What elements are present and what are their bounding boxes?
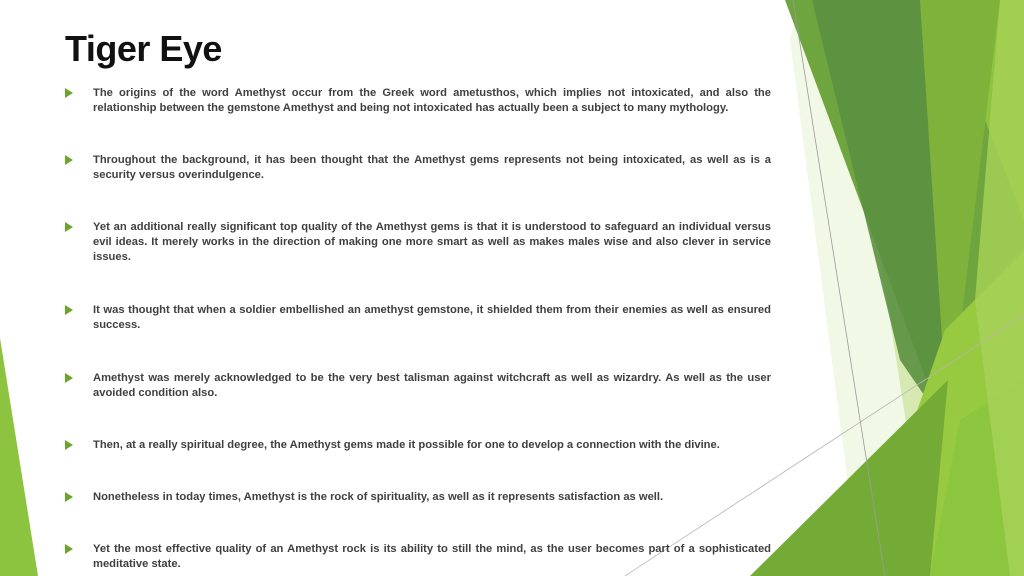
bullet-text: Nonetheless in today times, Amethyst is the rock of spirituality, as well as it represents satisfaction as well. bbox=[93, 491, 664, 503]
bullet-text: Amethyst was merely acknowledged to be the very best talisman against witchcraft as well as wizardry. As well as the user avoided condition also. bbox=[93, 372, 771, 400]
left-green-sliver bbox=[0, 338, 38, 576]
bullet-text: Then, at a really spiritual degree, the Amethyst gems made it possible for one to develop a connection with the divine. bbox=[93, 439, 720, 451]
bullet-arrow-icon bbox=[65, 373, 73, 383]
bullet-arrow-icon bbox=[65, 88, 73, 98]
bullet-text: It was thought that when a soldier embellished an amethyst gemstone, it shielded them from their enemies as well as ensured success. bbox=[93, 304, 771, 332]
bullet-item bbox=[65, 153, 771, 183]
bullet-arrow-icon bbox=[65, 222, 73, 232]
bullet-arrow-icon bbox=[65, 155, 73, 165]
bullet-item bbox=[65, 220, 771, 266]
bullet-arrow-icon bbox=[65, 492, 73, 502]
bullet-text: The origins of the word Amethyst occur from the Greek word ametusthos, which implies not intoxicated, and also the relationship between the gemstone Amethyst and being not intoxicated has actually been a subject to many mythology. bbox=[93, 87, 771, 115]
bullet-arrow-icon bbox=[65, 440, 73, 450]
slide-title: Tiger Eye bbox=[65, 28, 222, 69]
bullet-text: Yet the most effective quality of an Amethyst rock is its ability to still the mind, as the user becomes part of a sophisticated meditative state. bbox=[93, 543, 771, 571]
bullet-item bbox=[65, 86, 771, 116]
bullet-item bbox=[65, 438, 771, 453]
bullet-item bbox=[65, 542, 771, 572]
bullet-item bbox=[65, 303, 771, 333]
bullet-item bbox=[65, 490, 771, 505]
bullet-text: Throughout the background, it has been thought that the Amethyst gems represents not being intoxicated, as well as is a security versus overindulgence. bbox=[93, 154, 771, 182]
bullet-text: Yet an additional really significant top quality of the Amethyst gems is that it is understood to safeguard an individual versus evil ideas. It merely works in the direction of making one more smart as well as makes males wise and also clever in service issues. bbox=[93, 221, 771, 264]
bullet-arrow-icon bbox=[65, 305, 73, 315]
bullet-arrow-icon bbox=[65, 544, 73, 554]
bullet-item bbox=[65, 371, 771, 401]
